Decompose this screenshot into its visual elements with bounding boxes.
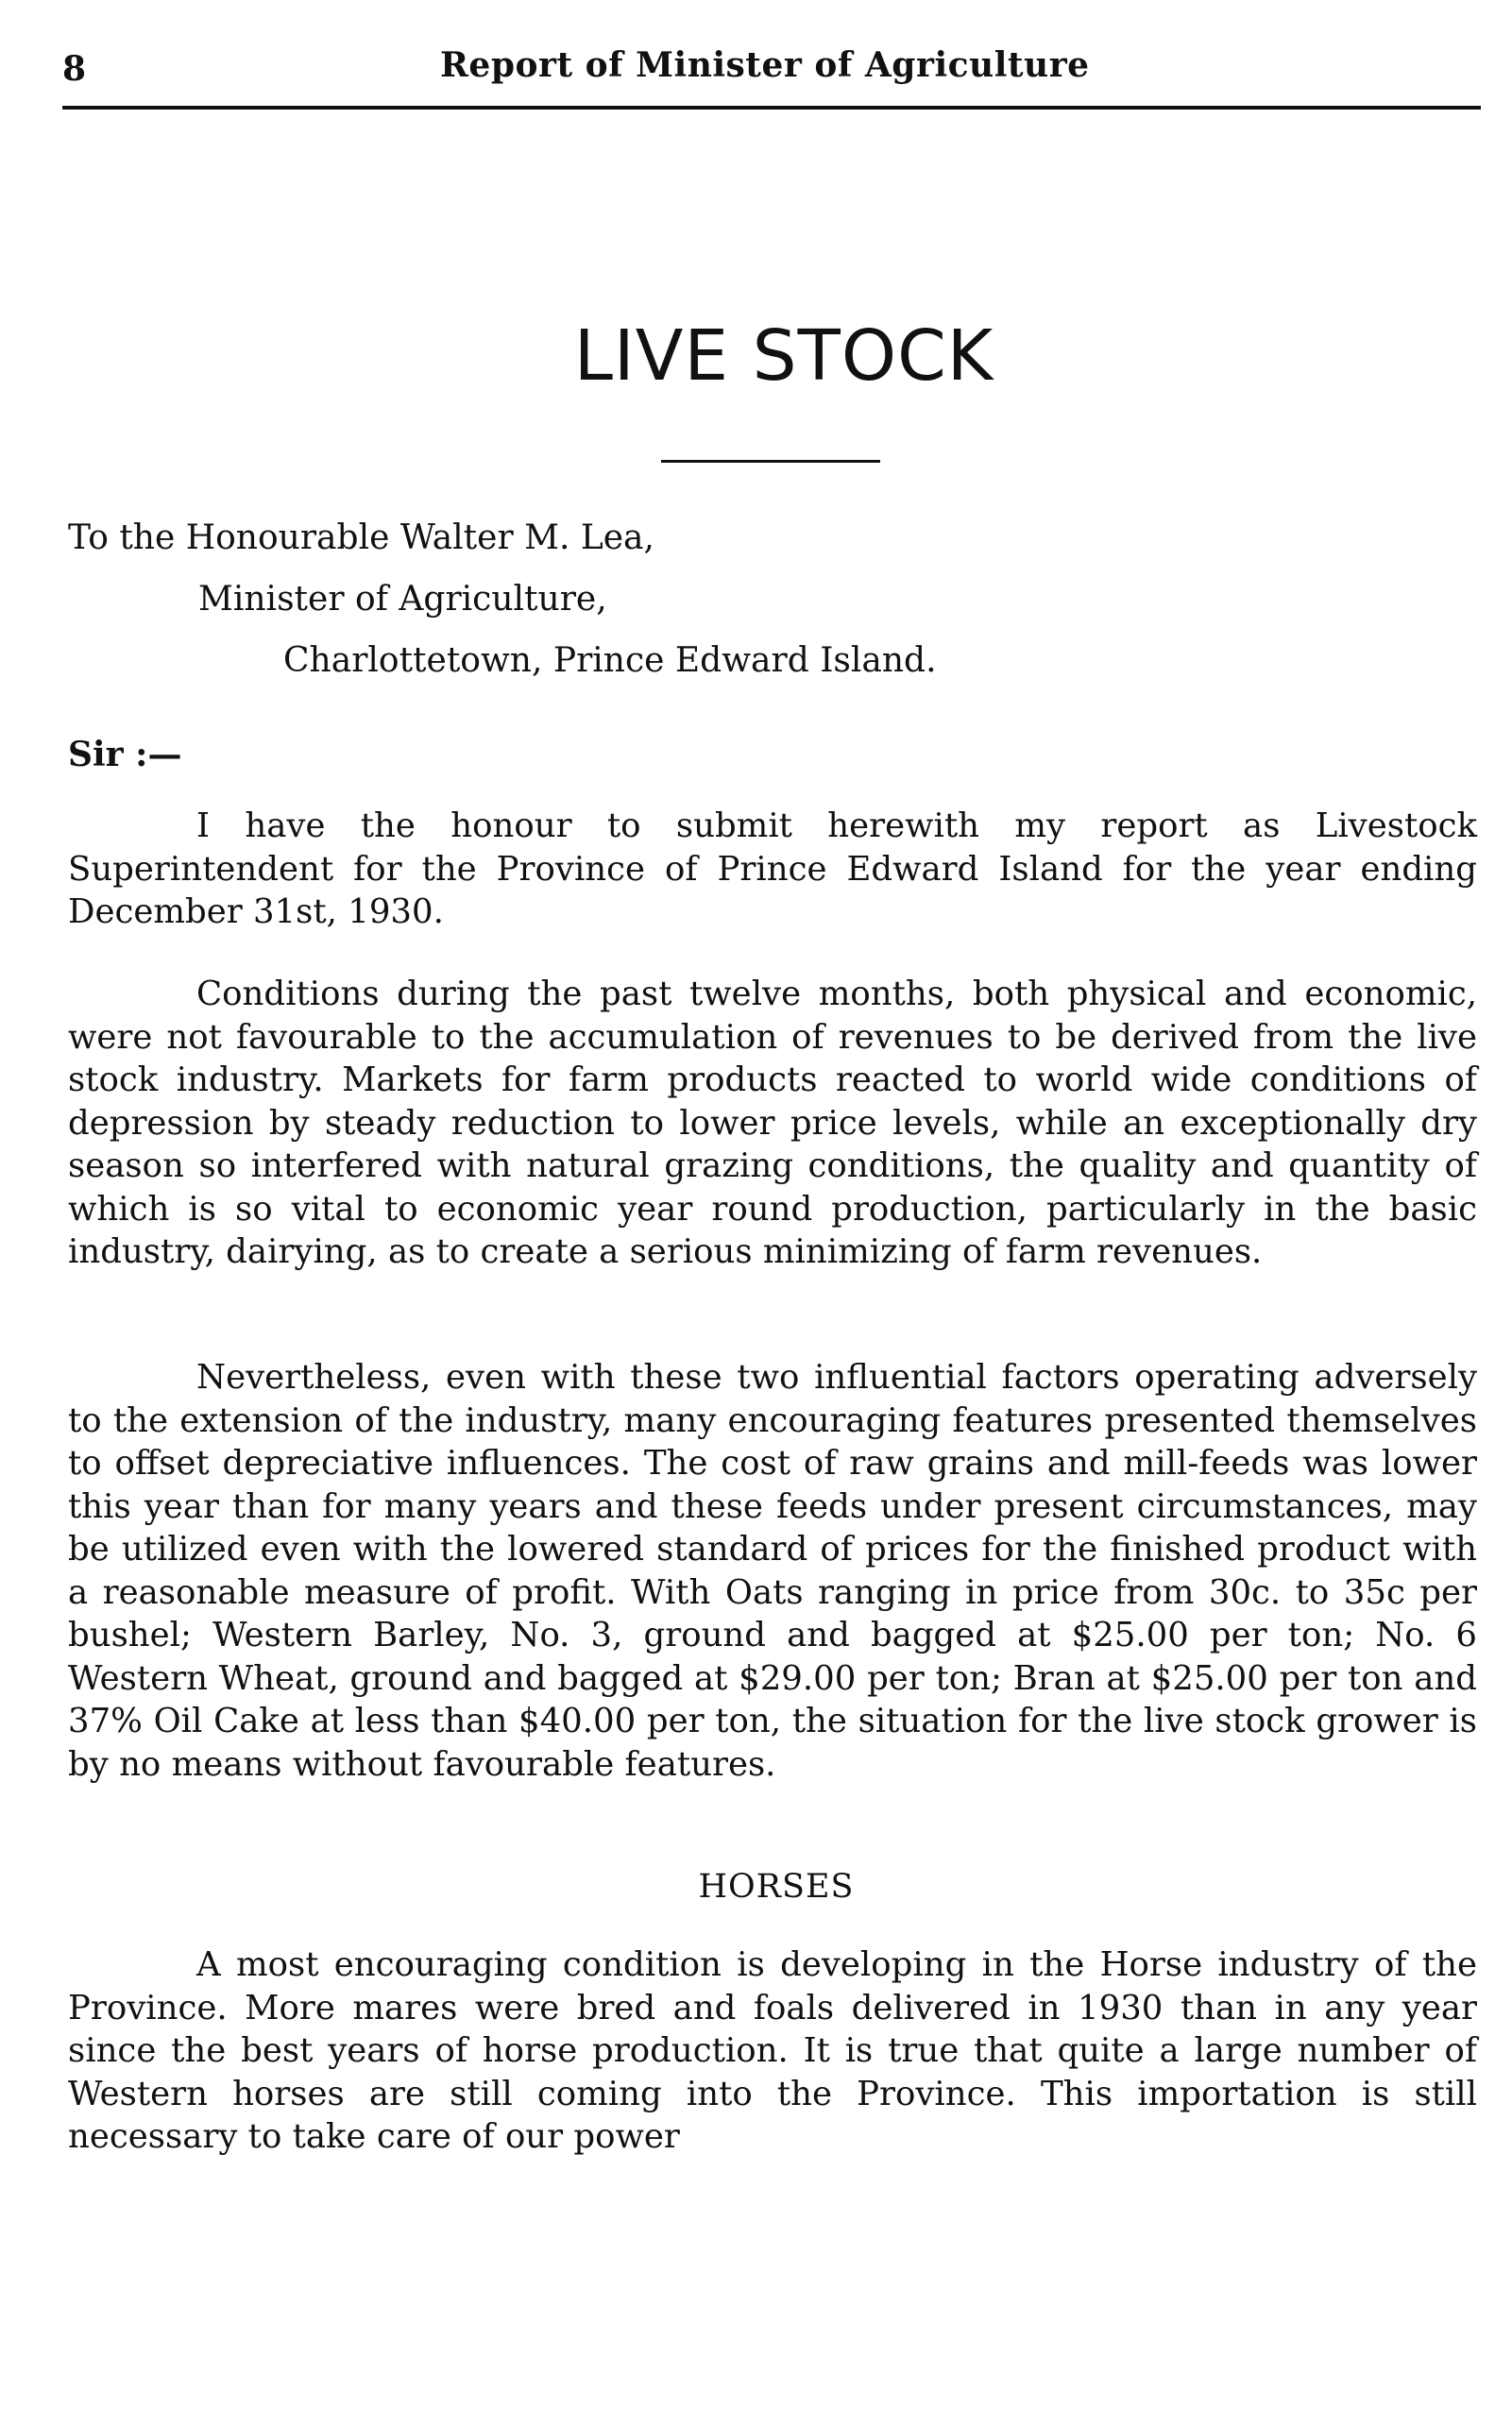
running-header bbox=[62, 42, 1479, 98]
address-line-recipient: To the Honourable Walter M. Lea, bbox=[68, 518, 654, 557]
section-heading-horses: HORSES bbox=[698, 1868, 855, 1906]
paragraph-intro: I have the honour to submit herewith my report as Livestock Superintendent for the Province of Prince Edward Island for the year ending December 31st, 1930. bbox=[68, 806, 1477, 931]
title-rule bbox=[661, 460, 880, 463]
salutation: Sir :— bbox=[68, 735, 182, 774]
page-number: 8 bbox=[62, 49, 87, 89]
running-title: Report of Minister of Agriculture bbox=[440, 45, 1090, 85]
paragraph-horses: A most encouraging condition is developing in the Horse industry of the Province. More mares were bred and foals delivered in 1930 than in any year since the best years of horse production. It is true that quite a large number of Western horses are still coming into the Province. This importation is still necessary to take care of our power bbox=[68, 1945, 1477, 2156]
paragraph-conditions: Conditions during the past twelve months, both physical and economic, were not favourable to the accumulation of revenues to be derived from the live stock industry. Markets for farm products reacted to world wide conditions of depression by steady reduction to lower price levels, while an exceptionally dry season so interfered with natural grazing conditions, the quality and quantity of which is so vital to economic year round production, particularly in the basic industry, dairying, as to create a serious minimizing of farm revenues. bbox=[68, 975, 1477, 1271]
address-line-location: Charlottetown, Prince Edward Island. bbox=[283, 641, 937, 680]
address-line-office: Minister of Agriculture, bbox=[198, 580, 607, 619]
paragraph-nevertheless: Nevertheless, even with these two influential factors operating adversely to the extension of the industry, many encouraging features presented themselves to offset depreciative influences. The cost of raw grains and mill-feeds was lower this year than for many years and these feeds under present circumstances, may be utilized even with the lowered standard of prices for the finished product with a reasonable measure of profit. With Oats ranging in price from 30c. to 35c per bushel; Western Barley, No. 3, ground and bagged at $25.00 per ton; No. 6 Western Wheat, ground and bagged at $29.00 per ton; Bran at $25.00 per ton and 37% Oil Cake at less than $40.00 per ton, the situation for the live stock grower is by no means without favourable features. bbox=[68, 1358, 1477, 1784]
page-title: LIVE STOCK bbox=[573, 315, 994, 397]
header-rule bbox=[62, 106, 1481, 110]
